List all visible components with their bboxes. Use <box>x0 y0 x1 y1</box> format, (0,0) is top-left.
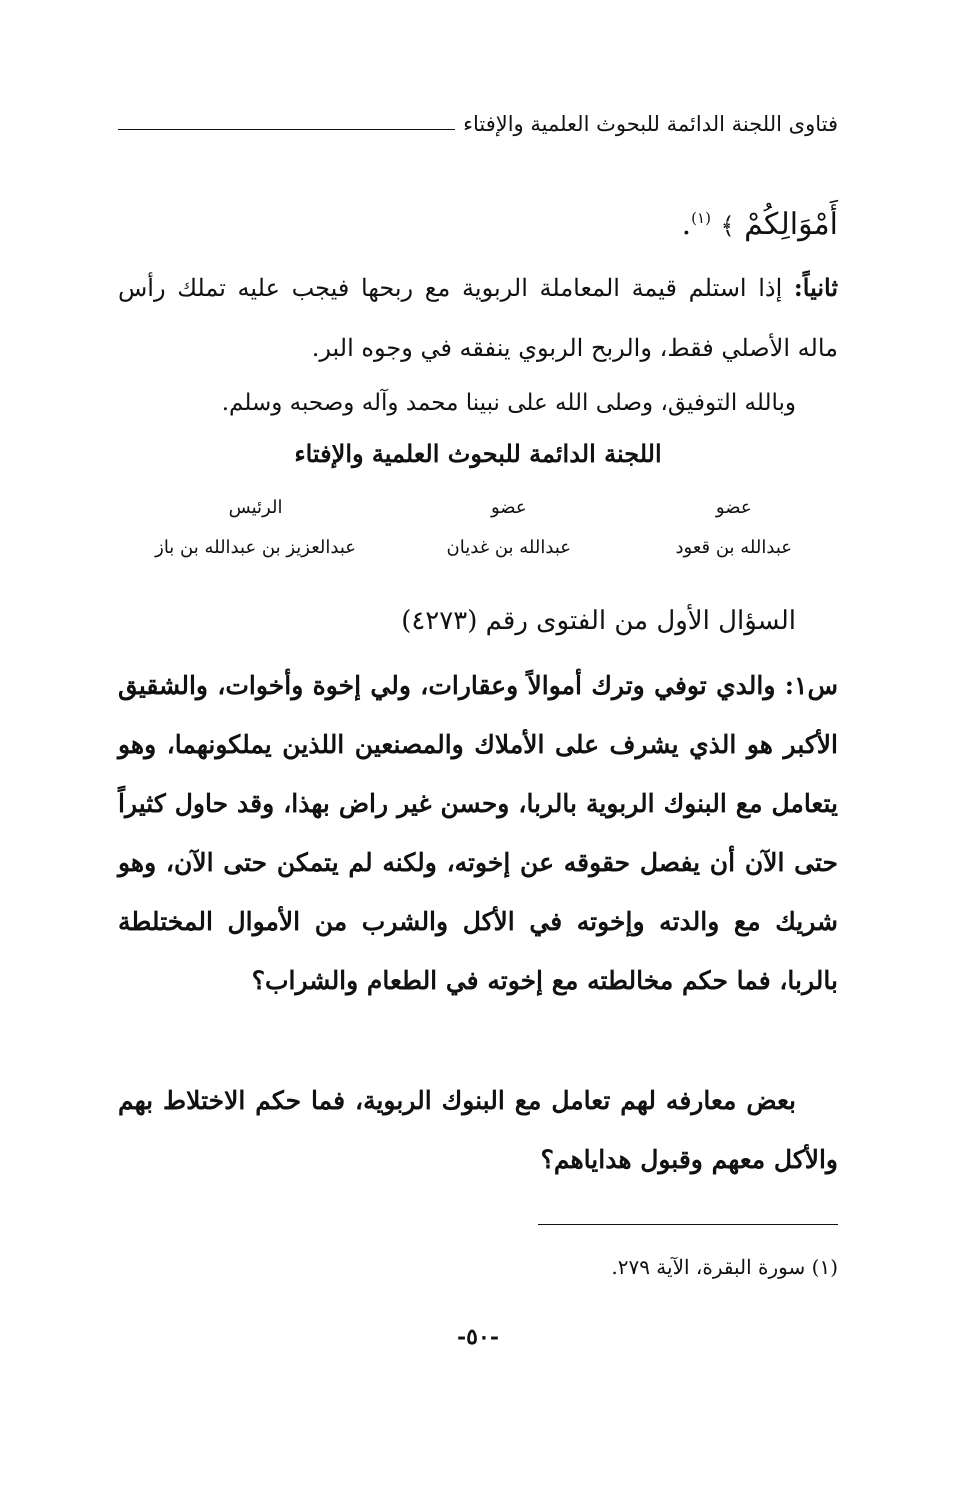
quran-closing-ornament: ﴾ <box>720 212 735 240</box>
second-text: إذا استلم قيمة المعاملة الربوية مع ربحها فيجب عليه تملك رأس ماله الأصلي فقط، والربح الربوي ينفقه في وجوه البر. <box>118 274 838 362</box>
footnote-reference: (١) <box>691 209 711 227</box>
signature-name: عبدالعزيز بن عبدالله بن باز <box>155 537 356 558</box>
signature-role: عضو <box>490 497 527 518</box>
running-title: فتاوى اللجنة الدائمة للبحوث العلمية والإفتاء <box>463 112 838 136</box>
footnote: (١) سورة البقرة، الآية ٢٧٩. <box>611 1255 838 1279</box>
closing-paragraph: وبالله التوفيق، وصلى الله على نبينا محمد وآله وصحبه وسلم. <box>221 390 796 416</box>
question-title: السؤال الأول من الفتوى رقم (٤٢٧٣) <box>401 606 796 636</box>
signature-role: عضو <box>715 497 752 518</box>
signature-role: الرئيس <box>228 497 283 518</box>
second-ruling-paragraph <box>118 258 838 378</box>
footnote-rule <box>538 1224 838 1225</box>
question-body-continued <box>118 1071 838 1189</box>
committee-name: اللجنة الدائمة للبحوث العلمية والإفتاء <box>294 439 662 468</box>
signature-president <box>155 488 356 568</box>
signature-member-2 <box>447 488 571 568</box>
signature-name: عبدالله بن غديان <box>446 537 571 558</box>
signature-member-1 <box>676 488 792 568</box>
question-body: س١: والدي توفي وترك أموالاً وعقارات، ولي إخوة وأخوات، والشقيق الأكبر هو الذي يشرف على الأملاك والمصنعين اللذين يملكونهما، وهو يتعامل مع البنوك الربوية بالربا، وحسن غير راض بهذا، وقد حاول كثيراً حتى الآن أن يفصل حقوقه عن إخوته، ولكنه لم يتمكن حتى الآن، وهو شريك مع والدته وإخوته في الأكل والشرب من الأموال المختلطة بالربا، فما حكم مخالطته مع إخوته في الطعام والشراب؟ <box>118 671 838 995</box>
question-body-second: بعض معارفه لهم تعامل مع البنوك الربوية، فما حكم الاختلاط بهم والأكل معهم وقبول هداياهم؟ <box>118 1086 838 1174</box>
quran-fragment-line <box>118 188 838 256</box>
signature-name: عبدالله بن قعود <box>675 537 792 558</box>
header-rule <box>118 129 455 130</box>
second-label: ثانياً: <box>793 273 838 302</box>
page-number: -٥٠- <box>457 1324 499 1350</box>
quran-end-period: . <box>681 207 692 242</box>
quran-fragment: أَمْوَالِكُمْ <box>744 207 838 242</box>
running-header <box>118 112 838 136</box>
